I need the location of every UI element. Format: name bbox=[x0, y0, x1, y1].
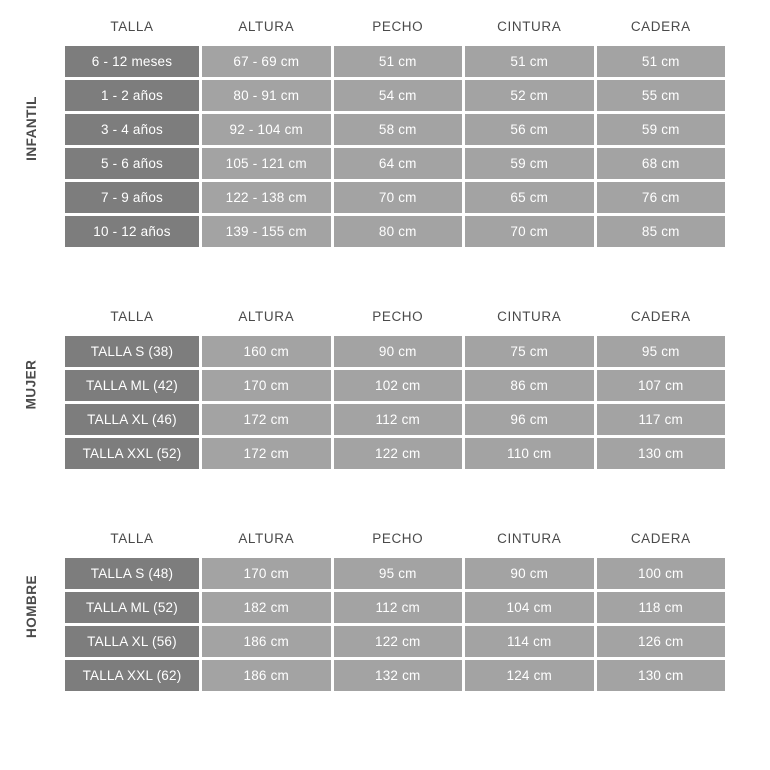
cell-cintura: 86 cm bbox=[465, 370, 594, 401]
section-mujer bbox=[0, 296, 770, 472]
cell-cadera: 107 cm bbox=[597, 370, 726, 401]
section-hombre bbox=[0, 518, 770, 694]
table-row bbox=[65, 660, 725, 691]
size-table-infantil bbox=[62, 6, 728, 250]
size-table-hombre bbox=[62, 518, 728, 694]
cell-cadera: 95 cm bbox=[597, 336, 726, 367]
cell-altura: 80 - 91 cm bbox=[202, 80, 331, 111]
cell-altura: 186 cm bbox=[202, 626, 331, 657]
cell-size: TALLA S (48) bbox=[65, 558, 199, 589]
table-body-infantil bbox=[65, 46, 725, 247]
cell-cadera: 51 cm bbox=[597, 46, 726, 77]
cell-cadera: 59 cm bbox=[597, 114, 726, 145]
table-body-hombre bbox=[65, 558, 725, 691]
cell-altura: 172 cm bbox=[202, 438, 331, 469]
cell-size: 1 - 2 años bbox=[65, 80, 199, 111]
column-header-cintura: CINTURA bbox=[497, 18, 562, 34]
cell-cintura: 51 cm bbox=[465, 46, 594, 77]
section-label-infantil-text: INFANTIL bbox=[23, 95, 39, 161]
cell-size: TALLA XL (46) bbox=[65, 404, 199, 435]
table-row bbox=[65, 558, 725, 589]
table-row bbox=[65, 216, 725, 247]
section-label-hombre bbox=[0, 518, 62, 694]
cell-altura: 67 - 69 cm bbox=[202, 46, 331, 77]
cell-cadera: 130 cm bbox=[597, 660, 726, 691]
table-row bbox=[65, 336, 725, 367]
column-header-cadera: CADERA bbox=[630, 530, 691, 546]
column-header-cadera: CADERA bbox=[630, 308, 691, 324]
section-gap-2 bbox=[0, 472, 770, 518]
cell-cintura: 104 cm bbox=[465, 592, 594, 623]
cell-size: 3 - 4 años bbox=[65, 114, 199, 145]
table-row bbox=[65, 592, 725, 623]
column-header-pecho: PECHO bbox=[372, 530, 424, 546]
column-header-cadera: CADERA bbox=[630, 18, 691, 34]
table-head-mujer bbox=[65, 299, 725, 333]
cell-cintura: 96 cm bbox=[465, 404, 594, 435]
section-infantil bbox=[0, 6, 770, 250]
cell-cintura: 114 cm bbox=[465, 626, 594, 657]
cell-size: 6 - 12 meses bbox=[65, 46, 199, 77]
table-row bbox=[65, 438, 725, 469]
cell-cintura: 75 cm bbox=[465, 336, 594, 367]
cell-pecho: 95 cm bbox=[334, 558, 463, 589]
cell-altura: 182 cm bbox=[202, 592, 331, 623]
cell-cadera: 68 cm bbox=[597, 148, 726, 179]
cell-cintura: 124 cm bbox=[465, 660, 594, 691]
column-header-talla: TALLA bbox=[110, 308, 154, 324]
column-header-talla: TALLA bbox=[110, 18, 154, 34]
cell-cintura: 110 cm bbox=[465, 438, 594, 469]
cell-altura: 105 - 121 cm bbox=[202, 148, 331, 179]
cell-pecho: 51 cm bbox=[334, 46, 463, 77]
cell-pecho: 112 cm bbox=[334, 592, 463, 623]
cell-pecho: 58 cm bbox=[334, 114, 463, 145]
cell-cadera: 117 cm bbox=[597, 404, 726, 435]
column-header-pecho: PECHO bbox=[372, 18, 424, 34]
cell-cintura: 52 cm bbox=[465, 80, 594, 111]
cell-size: 5 - 6 años bbox=[65, 148, 199, 179]
size-table-mujer bbox=[62, 296, 728, 472]
cell-size: 7 - 9 años bbox=[65, 182, 199, 213]
cell-cadera: 76 cm bbox=[597, 182, 726, 213]
column-header-cintura: CINTURA bbox=[497, 530, 562, 546]
table-head-hombre bbox=[65, 521, 725, 555]
table-row bbox=[65, 626, 725, 657]
header-row bbox=[65, 521, 725, 555]
table-body-mujer bbox=[65, 336, 725, 469]
column-header-altura: ALTURA bbox=[238, 18, 295, 34]
cell-pecho: 64 cm bbox=[334, 148, 463, 179]
header-row bbox=[65, 299, 725, 333]
cell-cadera: 100 cm bbox=[597, 558, 726, 589]
cell-cintura: 65 cm bbox=[465, 182, 594, 213]
table-row bbox=[65, 148, 725, 179]
cell-cadera: 130 cm bbox=[597, 438, 726, 469]
cell-size: TALLA XL (56) bbox=[65, 626, 199, 657]
cell-pecho: 90 cm bbox=[334, 336, 463, 367]
cell-size: TALLA S (38) bbox=[65, 336, 199, 367]
cell-altura: 92 - 104 cm bbox=[202, 114, 331, 145]
cell-cintura: 56 cm bbox=[465, 114, 594, 145]
cell-pecho: 80 cm bbox=[334, 216, 463, 247]
cell-cintura: 90 cm bbox=[465, 558, 594, 589]
cell-size: TALLA ML (52) bbox=[65, 592, 199, 623]
cell-pecho: 122 cm bbox=[334, 438, 463, 469]
cell-pecho: 122 cm bbox=[334, 626, 463, 657]
table-row bbox=[65, 80, 725, 111]
column-header-pecho: PECHO bbox=[372, 308, 424, 324]
cell-altura: 160 cm bbox=[202, 336, 331, 367]
cell-altura: 170 cm bbox=[202, 370, 331, 401]
cell-altura: 122 - 138 cm bbox=[202, 182, 331, 213]
cell-altura: 170 cm bbox=[202, 558, 331, 589]
section-label-hombre-text: HOMBRE bbox=[23, 574, 39, 638]
column-header-altura: ALTURA bbox=[238, 530, 295, 546]
table-row bbox=[65, 114, 725, 145]
table-head-infantil bbox=[65, 9, 725, 43]
cell-cadera: 55 cm bbox=[597, 80, 726, 111]
column-header-altura: ALTURA bbox=[238, 308, 295, 324]
cell-pecho: 54 cm bbox=[334, 80, 463, 111]
column-header-talla: TALLA bbox=[110, 530, 154, 546]
cell-pecho: 70 cm bbox=[334, 182, 463, 213]
table-row bbox=[65, 404, 725, 435]
cell-size: TALLA XXL (62) bbox=[65, 660, 199, 691]
table-row bbox=[65, 182, 725, 213]
cell-cadera: 126 cm bbox=[597, 626, 726, 657]
cell-size: TALLA ML (42) bbox=[65, 370, 199, 401]
column-header-cintura: CINTURA bbox=[497, 308, 562, 324]
section-label-infantil bbox=[0, 6, 62, 250]
header-row bbox=[65, 9, 725, 43]
table-row bbox=[65, 370, 725, 401]
section-label-mujer bbox=[0, 296, 62, 472]
table-row bbox=[65, 46, 725, 77]
cell-cadera: 118 cm bbox=[597, 592, 726, 623]
cell-altura: 172 cm bbox=[202, 404, 331, 435]
cell-size: TALLA XXL (52) bbox=[65, 438, 199, 469]
cell-pecho: 132 cm bbox=[334, 660, 463, 691]
cell-pecho: 102 cm bbox=[334, 370, 463, 401]
cell-cintura: 59 cm bbox=[465, 148, 594, 179]
cell-cintura: 70 cm bbox=[465, 216, 594, 247]
cell-size: 10 - 12 años bbox=[65, 216, 199, 247]
cell-altura: 186 cm bbox=[202, 660, 331, 691]
section-label-mujer-text: MUJER bbox=[23, 359, 39, 409]
cell-pecho: 112 cm bbox=[334, 404, 463, 435]
cell-altura: 139 - 155 cm bbox=[202, 216, 331, 247]
section-gap-1 bbox=[0, 250, 770, 296]
cell-cadera: 85 cm bbox=[597, 216, 726, 247]
